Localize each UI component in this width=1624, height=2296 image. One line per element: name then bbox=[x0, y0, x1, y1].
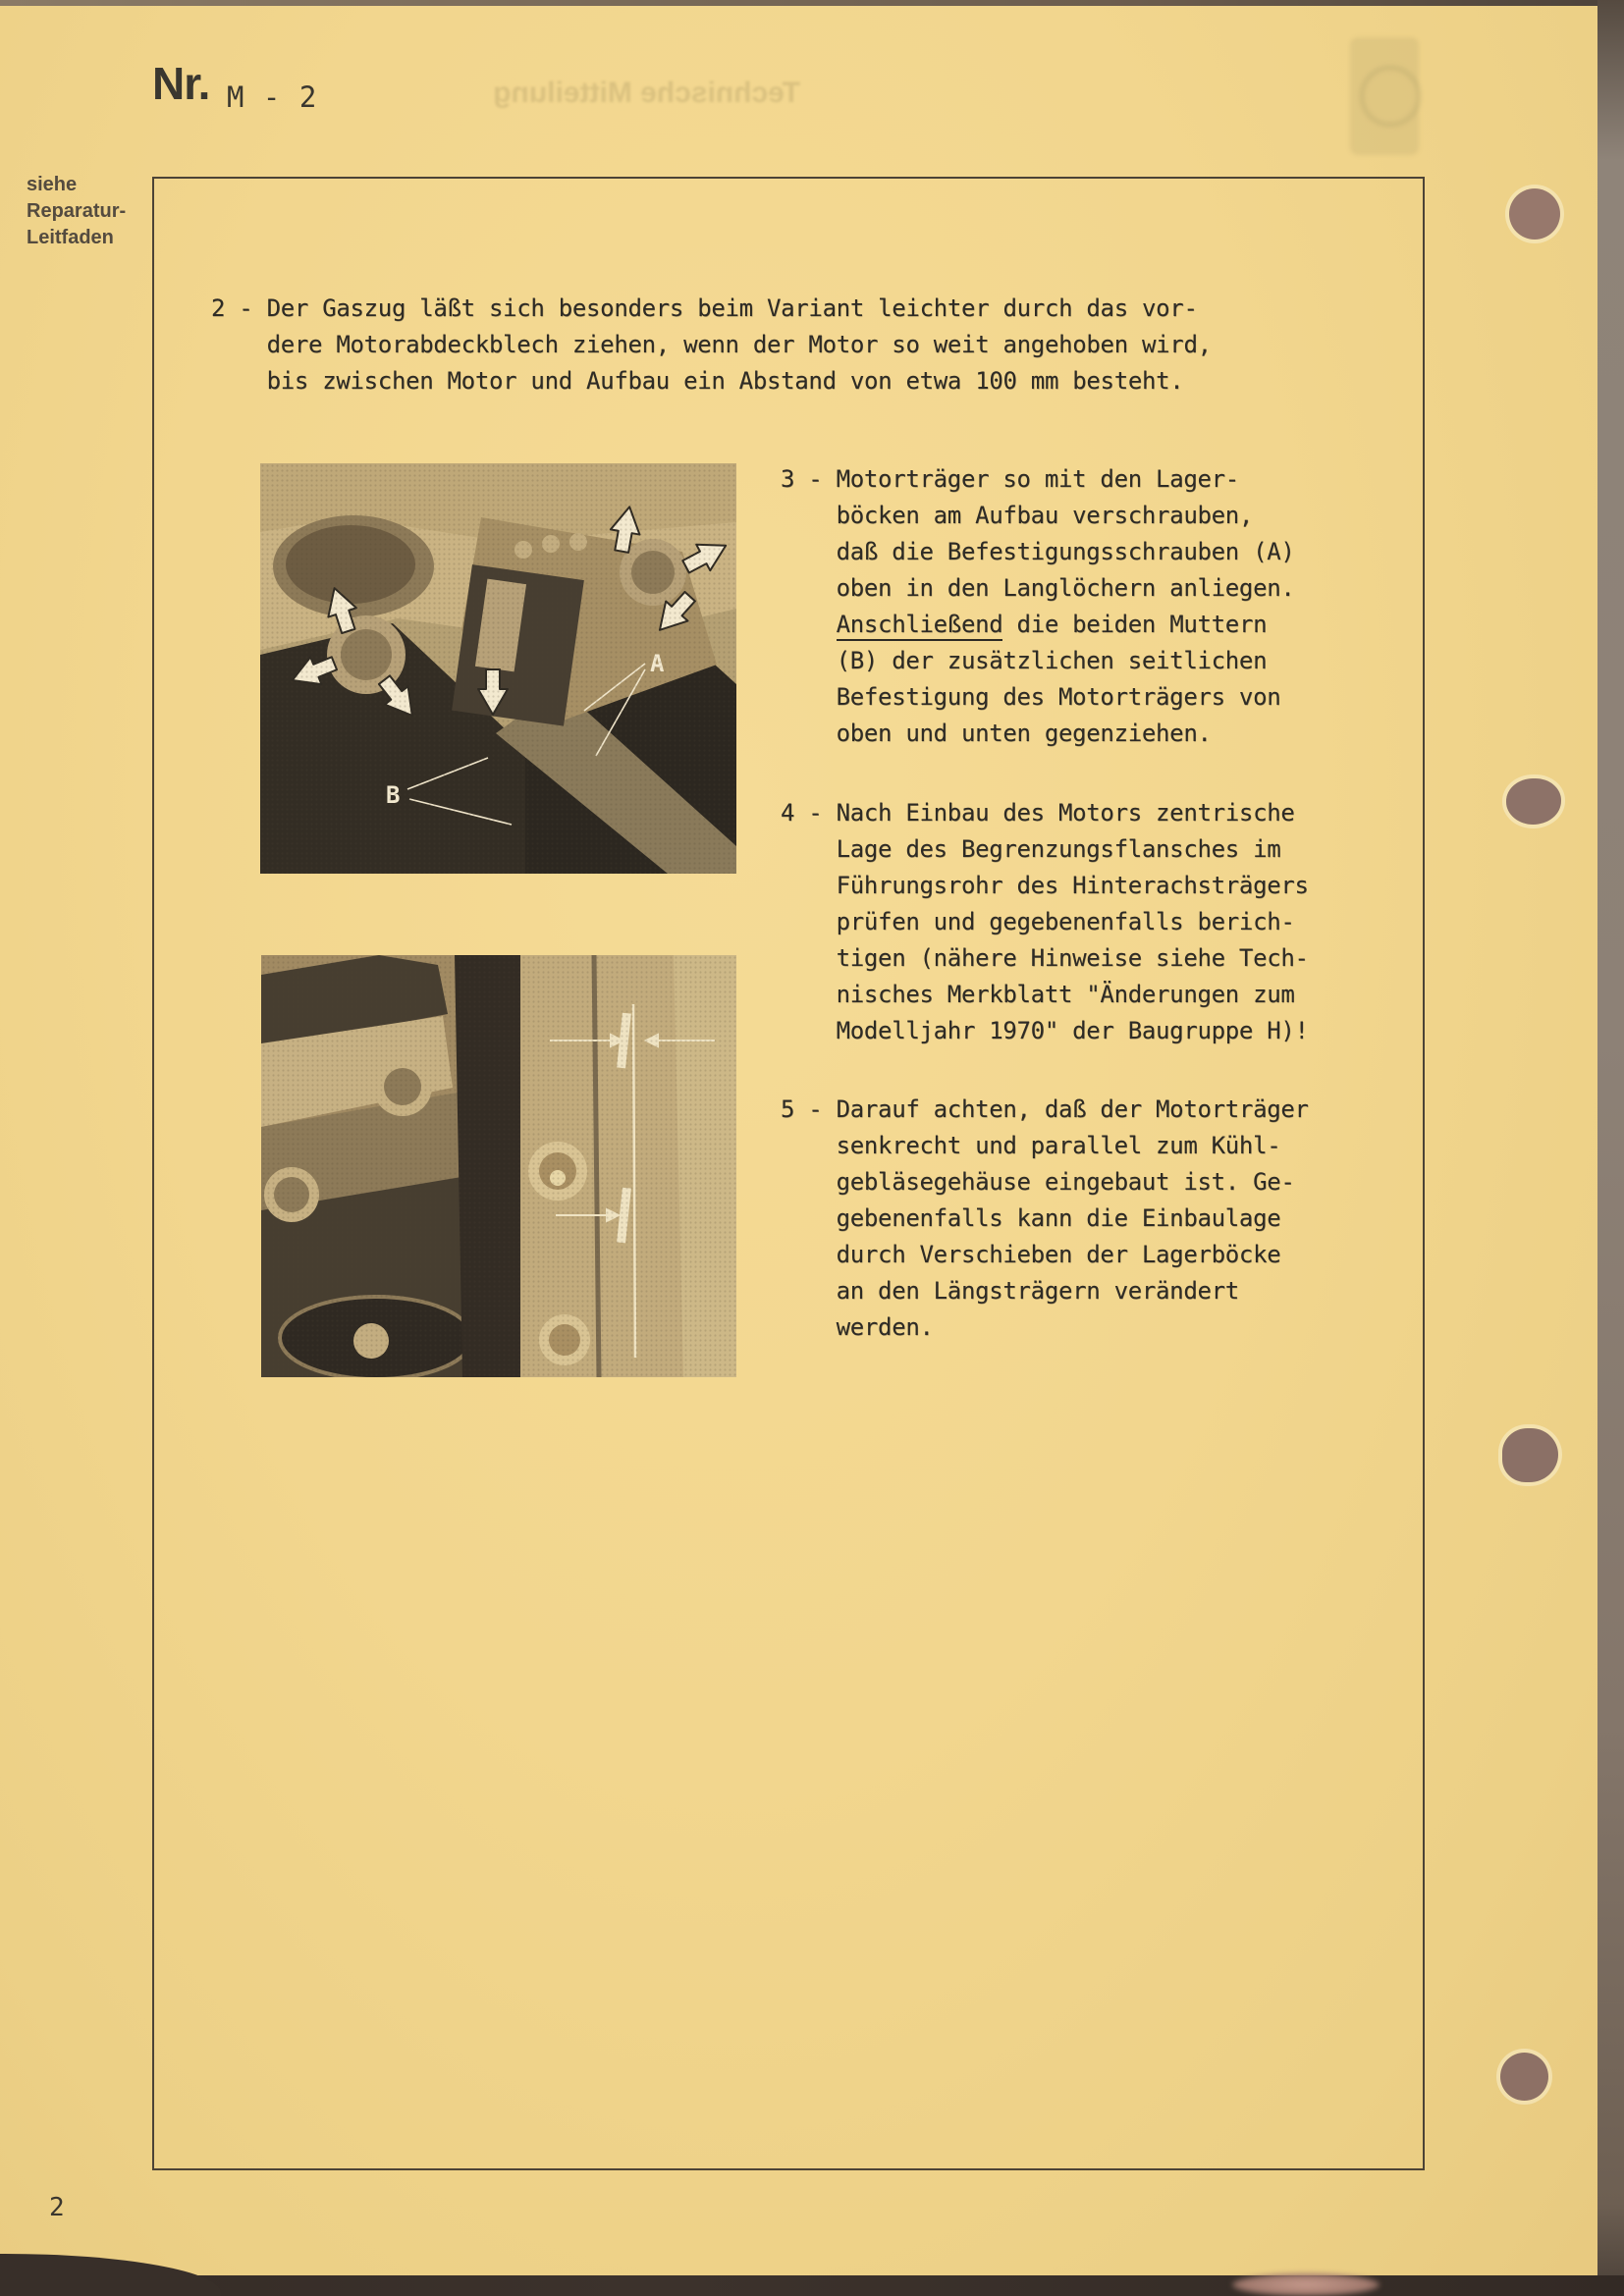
text-line: böcken am Aufbau verschrauben, bbox=[781, 502, 1254, 529]
text-line: 4 - Nach Einbau des Motors zentrische bbox=[781, 799, 1295, 827]
instruction-item-4 bbox=[781, 795, 1309, 1049]
photo-engine-carrier-mounting bbox=[260, 463, 736, 874]
scan-finger-shadow bbox=[1232, 2273, 1380, 2296]
text-line: 2 - Der Gaszug läßt sich besonders beim Variant leichter durch das vor- bbox=[211, 294, 1198, 322]
text-line: Modelljahr 1970" der Baugruppe H)! bbox=[781, 1017, 1309, 1044]
text-line: Lage des Begrenzungsflansches im bbox=[781, 835, 1281, 863]
text-line: daß die Befestigungsschrauben (A) bbox=[781, 538, 1295, 565]
line-rest: die beiden Muttern bbox=[1002, 611, 1268, 638]
scan-top-edge bbox=[0, 0, 1624, 6]
margin-note-line: siehe bbox=[27, 174, 78, 195]
logo-bleedthrough bbox=[1350, 37, 1419, 155]
text-line: werden. bbox=[781, 1313, 934, 1341]
page-number: 2 bbox=[49, 2193, 65, 2222]
text-line: gebläsegehäuse eingebaut ist. Ge- bbox=[781, 1168, 1295, 1196]
text-line: nisches Merkblatt "Änderungen zum bbox=[781, 981, 1295, 1008]
doc-number-value: M - 2 bbox=[227, 80, 318, 114]
indent bbox=[781, 611, 837, 638]
text-line: oben und unten gegenziehen. bbox=[781, 720, 1212, 747]
text-line: Befestigung des Motorträgers von bbox=[781, 683, 1281, 711]
instruction-item-5 bbox=[781, 1092, 1309, 1346]
text-line: oben in den Langlöchern anliegen. bbox=[781, 574, 1295, 602]
underlined-word: Anschließend bbox=[837, 611, 1003, 641]
text-line: an den Längsträgern verändert bbox=[781, 1277, 1239, 1305]
text-line-underlined bbox=[781, 607, 1295, 643]
instruction-item-2 bbox=[211, 291, 1212, 400]
scan-bottom-edge bbox=[0, 2275, 1624, 2296]
margin-note-line: Leitfaden bbox=[27, 227, 114, 248]
page-corner-shadow bbox=[0, 2254, 221, 2296]
doc-number-label: Nr. bbox=[152, 58, 210, 109]
text-line: 5 - Darauf achten, daß der Motorträger bbox=[781, 1095, 1309, 1123]
text-line: dere Motorabdeckblech ziehen, wenn der Motor so weit angehoben wird, bbox=[211, 331, 1212, 358]
photo-engine-alignment bbox=[261, 955, 736, 1377]
punch-hole bbox=[1500, 2053, 1548, 2101]
scan-right-edge bbox=[1597, 0, 1624, 2296]
margin-note-line: Reparatur- bbox=[27, 200, 127, 222]
text-line: gebenenfalls kann die Einbaulage bbox=[781, 1204, 1281, 1232]
text-bleedthrough: Technische Mitteilung bbox=[493, 77, 800, 109]
text-line: 3 - Motorträger so mit den Lager- bbox=[781, 465, 1239, 493]
text-line: Führungsrohr des Hinterachsträgers bbox=[781, 872, 1309, 899]
text-line: durch Verschieben der Lagerböcke bbox=[781, 1241, 1281, 1268]
instruction-item-3 bbox=[781, 461, 1295, 752]
text-line: senkrecht und parallel zum Kühl- bbox=[781, 1132, 1281, 1159]
text-line: bis zwischen Motor und Aufbau ein Abstand von etwa 100 mm besteht. bbox=[211, 367, 1184, 395]
text-line: prüfen und gegebenenfalls berich- bbox=[781, 908, 1295, 935]
punch-hole bbox=[1506, 778, 1561, 825]
text-line: (B) der zusätzlichen seitlichen bbox=[781, 647, 1268, 674]
punch-hole bbox=[1502, 1428, 1558, 1482]
margin-note bbox=[27, 172, 126, 251]
punch-hole bbox=[1509, 188, 1560, 240]
text-line: tigen (nähere Hinweise siehe Tech- bbox=[781, 944, 1309, 972]
